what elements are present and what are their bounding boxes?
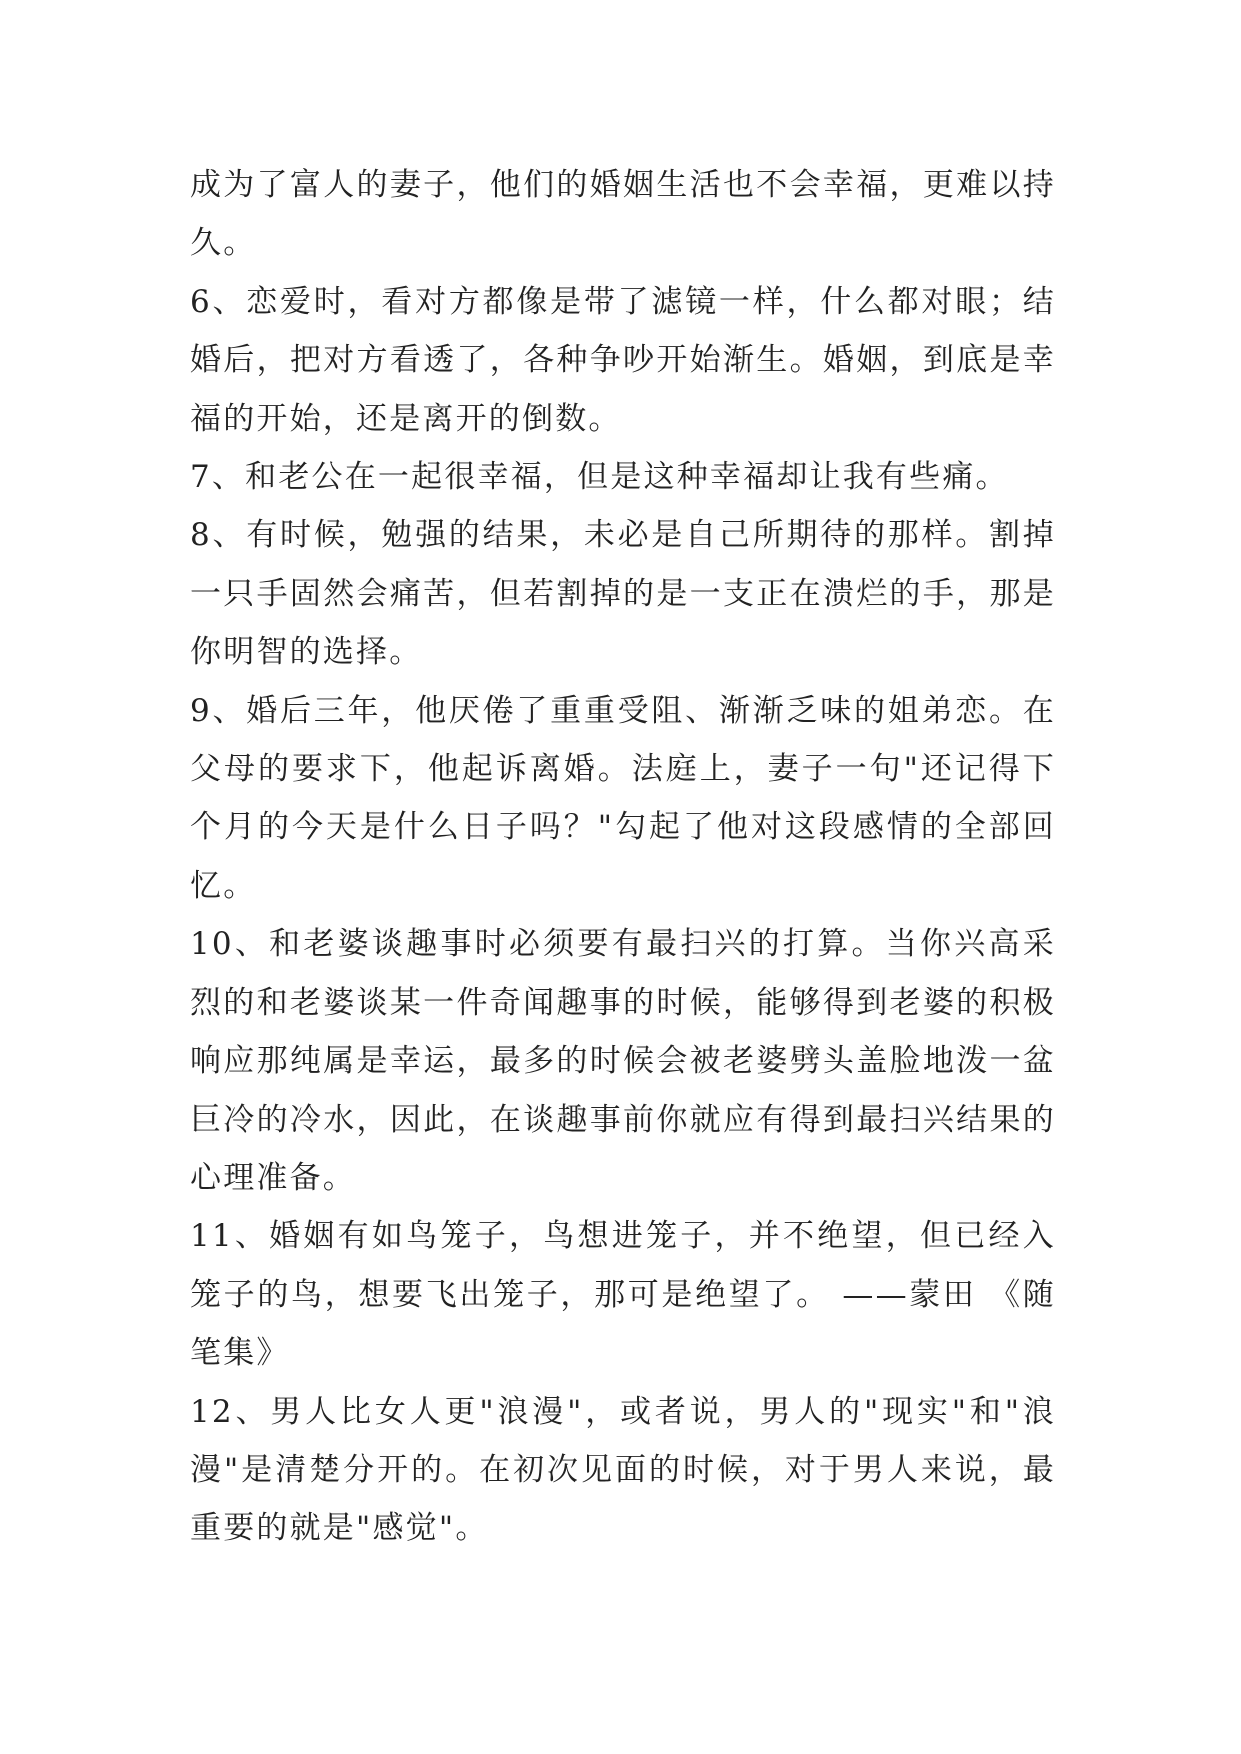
paragraph-item-11: 11、婚姻有如鸟笼子，鸟想进笼子，并不绝望，但已经入笼子的鸟，想要飞出笼子，那可是绝望了。 ——蒙田 《随笔集》 — [190, 1218, 1056, 1372]
document-body — [190, 156, 1056, 1558]
paragraph-item-8: 8、有时候，勉强的结果，未必是自己所期待的那样。割掉一只手固然会痛苦，但若割掉的是一支正在溃烂的手，那是你明智的选择。 — [190, 517, 1056, 671]
paragraph-continuation: 成为了富人的妻子，他们的婚姻生活也不会幸福，更难以持久。 — [190, 167, 1056, 262]
paragraph-item-9: 9、婚后三年，他厌倦了重重受阻、渐渐乏味的姐弟恋。在父母的要求下，他起诉离婚。法庭上，妻子一句"还记得下个月的今天是什么日子吗？"勾起了他对这段感情的全部回忆。 — [190, 692, 1056, 904]
paragraph-item-12: 12、男人比女人更"浪漫"，或者说，男人的"现实"和"浪漫"是清楚分开的。在初次见面的时候，对于男人来说，最重要的就是"感觉"。 — [190, 1393, 1056, 1547]
paragraph-item-10: 10、和老婆谈趣事时必须要有最扫兴的打算。当你兴高采烈的和老婆谈某一件奇闻趣事的时候，能够得到老婆的积极响应那纯属是幸运，最多的时候会被老婆劈头盖脸地泼一盆巨冷的冷水，因此，在谈趣事前你就应有得到最扫兴结果的心理准备。 — [190, 926, 1056, 1196]
paragraph-item-7: 7、和老公在一起很幸福，但是这种幸福却让我有些痛。 — [190, 459, 1009, 496]
paragraph-item-6: 6、恋爱时，看对方都像是带了滤镜一样，什么都对眼；结婚后，把对方看透了，各种争吵开始渐生。婚姻，到底是幸福的开始，还是离开的倒数。 — [190, 283, 1056, 437]
